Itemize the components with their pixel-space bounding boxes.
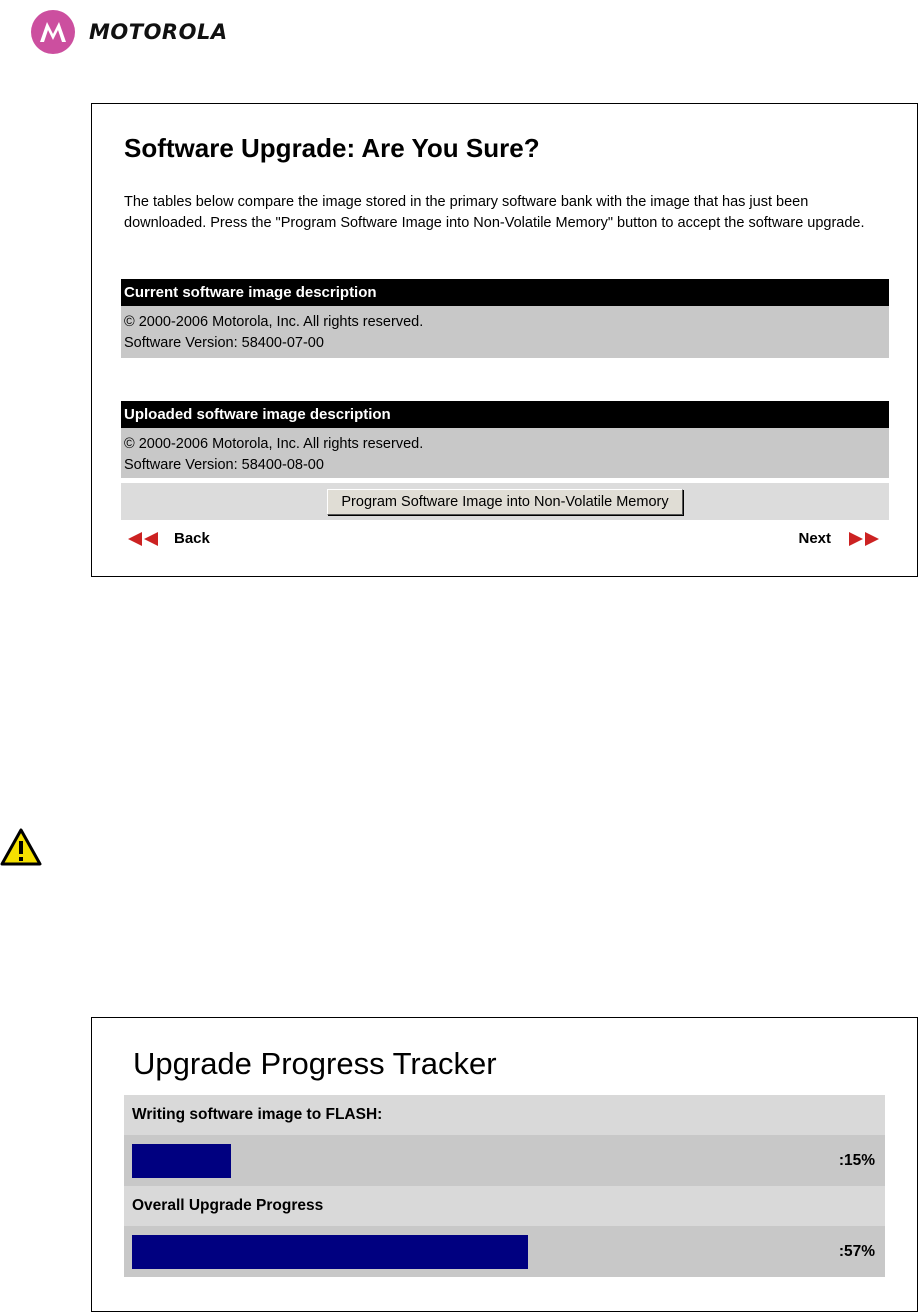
back-label: Back bbox=[174, 530, 210, 547]
upgrade-confirm-screenshot bbox=[91, 103, 918, 577]
program-button-row bbox=[121, 483, 889, 520]
progress-tracker-title: Upgrade Progress Tracker bbox=[133, 1046, 497, 1081]
program-software-button[interactable]: Program Software Image into Non-Volatile Memory bbox=[327, 489, 682, 515]
uploaded-copyright: © 2000-2006 Motorola, Inc. All rights reserved. bbox=[124, 436, 424, 452]
uploaded-image-description bbox=[121, 428, 889, 478]
flash-progress-bar bbox=[132, 1144, 231, 1178]
flash-progress-percent: :15% bbox=[838, 1152, 875, 1169]
motorola-batwing-icon bbox=[31, 10, 75, 54]
next-link[interactable] bbox=[798, 530, 881, 547]
brand-name: MOTOROLA bbox=[89, 20, 228, 44]
overall-progress-label: Overall Upgrade Progress bbox=[124, 1186, 885, 1226]
uploaded-version: Software Version: 58400-08-00 bbox=[124, 457, 324, 473]
next-label: Next bbox=[798, 530, 831, 547]
current-image-description bbox=[121, 306, 889, 358]
progress-tracker-screenshot bbox=[91, 1017, 918, 1312]
warning-triangle-icon bbox=[0, 828, 42, 871]
page-title: Software Upgrade: Are You Sure? bbox=[124, 133, 540, 163]
overall-progress-bar bbox=[132, 1235, 528, 1269]
current-version: Software Version: 58400-07-00 bbox=[124, 335, 324, 351]
intro-text: The tables below compare the image stored in the primary software bank with the image that has just been downloaded. Press the "Program Software Image into Non-Volatile Memory" button to accept the software upgrade. bbox=[124, 194, 865, 231]
overall-progress-percent: :57% bbox=[838, 1243, 875, 1260]
current-image-header: Current software image description bbox=[121, 279, 889, 306]
double-arrow-right-icon bbox=[845, 532, 881, 546]
overall-progress-track bbox=[124, 1226, 885, 1277]
back-link[interactable] bbox=[128, 530, 210, 547]
flash-progress-section bbox=[124, 1095, 885, 1186]
motorola-logo bbox=[31, 10, 228, 54]
current-copyright: © 2000-2006 Motorola, Inc. All rights reserved. bbox=[124, 314, 424, 330]
flash-progress-label: Writing software image to FLASH: bbox=[124, 1095, 885, 1135]
double-arrow-left-icon bbox=[128, 532, 164, 546]
flash-progress-track bbox=[124, 1135, 885, 1186]
uploaded-image-header: Uploaded software image description bbox=[121, 401, 889, 428]
overall-progress-section bbox=[124, 1186, 885, 1277]
